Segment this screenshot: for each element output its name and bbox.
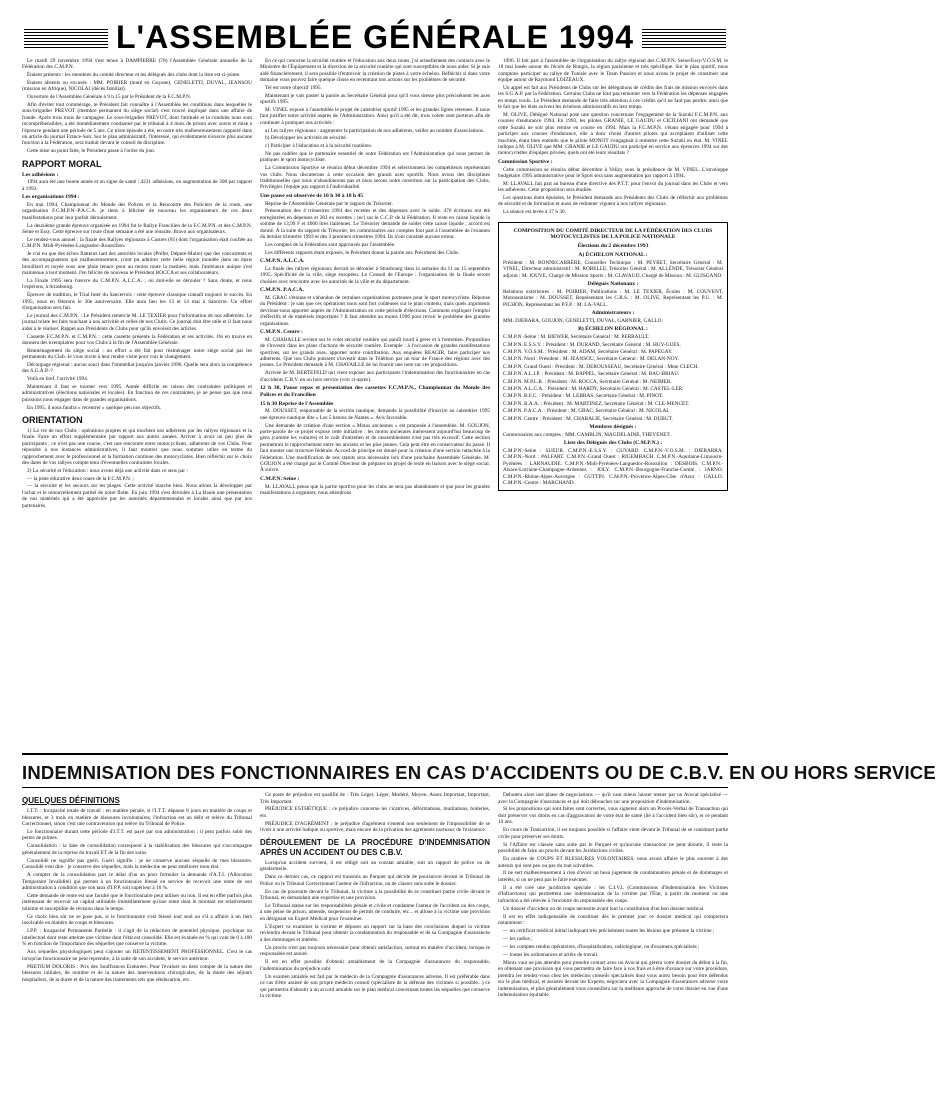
sub-heading: B) ÉCHELON RÉGIONAL : (578, 326, 648, 333)
sub-heading: 15 h 30 Reprise de l'Assemblée (260, 400, 334, 407)
paragraph: Étaient présents : les membres du comité directeur et les délégués des clubs dont la liste est ci-jointe. (27, 72, 241, 79)
paragraph: Mieux vaut ne pas attendre pour prendre contact avec un Avocat qui gérera votre dossier du début à la fin, en obtenant une provision qui vous permettra de faire face à vos frais et à être d'avance sur votre procédure, prendra les rendez-vous chez les médecins conseils spécialisés dont vous aurez besoin pour être défendus sur le plan médical, et assistés devant les Experts, négociera avec la Compagnie d'assurances adverse votre indemnisation, et plus généralement vous conseillera sur la meilleure approche de votre dossier en vue d'une indemnisation équitable. (498, 959, 728, 999)
sub-heading: 12 h 30, Pause repas et présentation des cassettes F.C.M.P.N., Championnat du Monde des Polices et du Francilien (260, 384, 490, 398)
indemnisation-title-rule (22, 787, 728, 788)
paragraph: M. LLAVALL fait part au bureau d'une directive des P.T.T. pour l'envoi du journal dans les Clubs et vers les adhérents. Cette proposition sera étudiée. (498, 180, 728, 194)
paragraph: Découpage régional : aucun souci dans l'immédiat jusqu'en janvier 1996. Quelle sera alors la compétence des S.G.A.P.-? (22, 361, 252, 375)
paragraph: — un certificat médical initial indiquant très précisément toutes les lésions que présente la victime ; (503, 928, 715, 935)
paragraph: La Commission Sportive se réunira début décembre 1994 et sélectionnera les compétiteurs représentant vos clubs. Nous discuterons à cette occasion des grands axes sportifs. Nous avons des disciplines traditionnelles que nous n'abandonnons pas et nous serons notre ouverture sur la participation des Clubs. Privilégier l'équipe par rapport à l'individualité. (260, 165, 490, 191)
page-title: L'ASSEMBLÉE GÉNÉRALE 1994 (108, 19, 642, 55)
paragraph: Le journal des C.M.P.N. : Le Président remercie M. LE TEXIER pour l'information de nos adhérents. Le journal relate les faits touchant à nos activités et celles de nos Clubs. Ce journal doit être utile et il faut nous aider à le réaliser. Rappel aux Présidents de Clubs pour qu'ils envoient des articles. (22, 312, 252, 332)
paragraph: C.M.P.N. E.S.S.Y. : Président : M. DURAND, Secrétaire Général : M. HUY-GUES. (503, 341, 681, 348)
paragraph: Réaménagement du siège social : un effort a été fait pour réaménager notre siège social par les permanents du Club. Je vous invite à leur rendre visite pour voir le changement. (22, 347, 252, 361)
paragraph: C.M.P.N. V.O.S.M. : Président : M. ADAM, Secrétaire Général : M. PAPEGAY. (503, 348, 673, 355)
paragraph: C.M.P.N. Centre : Président : M. CHABALIE, Secrétaire Général : M. DUBUT. (503, 415, 673, 422)
sub-heading: Une pause est observée de 10 h 30 à 10 h 45 (260, 192, 364, 199)
indemnisation-col-2 (260, 792, 490, 1087)
sub-heading: Les organisations 1994 : (22, 194, 80, 201)
paragraph: Un appel est fait aux Présidents de Clubs sur les délégations de crédits des frais de mission envoyés dans les S.G.A.P. par la Fédération. Certains Clubs ne font pas remonter vers la Fédération les dépenses engagées en temps voulu. Le Président demande de faire très attention à ces crédits qu'il ne faut pas perdre, ainsi que le fait que les états suivent les échelons administratifs en leur temps. (498, 85, 728, 111)
paragraph: Relations extérieures : M. POIRIER, Publications : M. LE TEXIER, Écoles : M. COUVENT, Motonautisme : M. DOUSSET, Représentant les C.R.S. : M. OLIVE, Représentant les P.U. : M. PICHON, Représentant les P.F.P. : M. LA-VALL. (503, 288, 723, 308)
paragraph: Un examen amiable est fait par le médecin de la Compagnie d'assurances adverse. Il est préférable dans ce cas d'être assisté de son propre médecin conseil (spécialiste de la défense des victimes si possible...) ce qui permettra d'aboutir à un accord amiable sur le plan médical concernant toutes les séquelles que conserve la victime. (260, 973, 490, 1000)
paragraph: Commissaires aux comptes : MM. CAMBLIN, MAGDELAINE, THEVENET. (503, 431, 671, 438)
paragraph: 2) La sécurité et l'éducation : nous avons déjà une activité dans ce sens par : (27, 467, 188, 474)
paragraph: Le fonctionnaire durant cette période d'I.T.T. est payé par son administration ; il peut parfois subir des pertes de primes. (22, 828, 252, 842)
sub-heading: A) ÉCHELON NATIONAL : (578, 252, 648, 259)
assembly-article (22, 58, 728, 748)
paragraph: C.M.P.N. A.L.C.A. : Président : M. HARDY, Secrétaire Général : M. CASTEL-LER. (503, 385, 684, 392)
paragraph: Le mardi 29 novembre 1994 s'est tenue à DAMPIERRE (78) l'Assemblée Générale annuelle de la Fédération des C.M.P.N. (22, 58, 252, 71)
indemnisation-col-1 (22, 792, 252, 1087)
sub-heading: Commission Sportive : (498, 158, 553, 165)
paragraph: Les comptes de la Fédération sont approuvés par l'assemblée. (265, 241, 396, 248)
paragraph: Ne pas oublier que le partenaire essentiel de notre Fédération est l'Administration qui nous permet de pratiquer le sport motocycliste. (260, 151, 490, 164)
paragraph: C.M.P.N. R.A.A. : Président : M. MARTINEZ, Secrétaire Général : M. CLE-MENCET. (503, 400, 690, 407)
paragraph: PRÉJUDICE D'AGRÉMENT : le préjudice d'agrément s'entend non seulement de l'impossibilité de se livrer à une activité ludique ou sportive, mais encore de la privation des agréments normaux de l'existence. (260, 820, 490, 834)
paragraph: Dans ce dernier cas, ce rapport est transmis au Parquet qui décide de poursuivre devant le Tribunal de Police ou le Tribunal Correctionnel l'auteur de l'infraction, ou de classer sans suite le dossier. (260, 874, 490, 887)
paragraph: Reprise de l'Assemblée Générale par le rapport du Trésorier. (265, 200, 393, 207)
paragraph: La Finale 1995 sera l'œuvre du C.M.P.N. A.L.C.A. ; où doit-elle se dérouler ? Sans doute, et nous l'espérons, à Strasbourg. (22, 278, 252, 291)
sub-heading: C.M.P.N. Centre : (260, 328, 303, 335)
paragraph: C.M.P.N.-Seine : M. BIEWER, Secrétaire Général : M. PERRAULT. (503, 334, 650, 341)
sub-heading: Administrateurs : (591, 310, 635, 317)
committee-box-list (503, 252, 723, 486)
paragraph: I.P.P. : Incapacité Permanente Partielle : il s'agit de la réduction de potentiel physique, psychique ou intellectuel dont reste atteinte une victime dont l'état est consolidé. Elle est évaluée en % qui vont de 0 à 100 % en fonction de l'importance des séquelles que conserve la victime. (22, 928, 252, 948)
paragraph: C.M.P.N. Nord : Président : M. JEANSOU, Secrétaire Général : M. DELAN-NOY. (503, 356, 680, 363)
paragraph: En 1995, il nous faudra « recentrer » quelque peu nos objectifs. (27, 404, 162, 411)
paragraph: C.M.P.N.-Seine : SUEUR. C.M.P.N.-E.S.S.Y. : GUYARD. C.M.P.N.-V.O.S.M. : DJEBARRA. C.M.P.N.-Nord : PALFART. C.M.P.N.-Grand Ouest : RIGEMBACH. C.M.P.N.-Aquitaine-Limousin-Pyrénées : LARNAUDIE. C.M.P.N.-Midi-Pyrénées-Languedoc-Roussillon : DESBOIS. C.M.P.N.-Alsace-Lorraine-Champagne-Ardennes : JOLY. C.M.P.N.-Bourgogne-Franche-Comté : JARNO. C.M.P.N.-Rhône-Alpes-Auvergne : GUTTIN. C.M.P.N.-Provence-Alpes-Côte d'Azur : GALLO. C.M.P.N.-Centre : MARCHAND. (503, 447, 723, 487)
committee-box-subtitle: Élections du 2 décembre 1993 (577, 243, 649, 250)
paragraph: Si les propositions qui sont faites sont correctes, vous signerez alors un Procès-Verbal de Transaction qui doit préserver vos droits en cas d'aggravation de votre état de santé (lié à l'accident bien sûr), et ce pendant 10 ans. (498, 806, 728, 826)
sub-heading: Membres désignés : (589, 423, 637, 430)
paragraph: Les questions étant épuisées, le Président demande aux Présidents des Clubs de réfléchir aux problèmes de sécurité et de formation et aussi de redonner vigueur à nos rallyes régionaux. (498, 195, 728, 208)
sub-heading: C.M.P.N. P.A.C.A. (260, 287, 304, 294)
section-heading: RAPPORT MORAL (22, 158, 102, 169)
paragraph: — toutes les ordonnances et arrêts de travail. (503, 951, 599, 958)
paragraph: Il est en effet possible d'obtenir amiablement de la Compagnie d'assurances du responsable, l'indemnisation du préjudice subi. (260, 959, 490, 972)
paragraph: M. CHABALLE revient sur le volet sécurité routière qui paraît lourd à gérer et à l'entretien. Proposition de s'investir dans les plans d'actions de sécurité routière. Exemple : à l'occasion de grandes manifestations sportives, sur les grands axes, apporter notre contribution. Aux enquêtes REAGIR, faire participer nos adhérents. Que nos Clubs puissent s'investir dans le Téléthon par un tour de France des régions avec des jeunes. Le Président demande à M. CHAVAILLE de lui fournir une note sur ces propositions. (260, 336, 490, 369)
assembly-col-1 (22, 58, 252, 748)
paragraph: b) Développer les activités de sécurité. (265, 135, 348, 142)
committee-box (498, 222, 728, 492)
paragraph: Voilà en bref, l'activité 1994. (27, 376, 89, 383)
paragraph: M. DOUSSET, responsable de la section nautique, demande la possibilité d'inscrire au calendrier 1995 une épreuve nautique dite « Les 5 heures de Nantes ». Avis favorable. (260, 408, 490, 421)
sub-heading: C.M.P.N. Seine : (260, 475, 300, 482)
paragraph: MM. DJEBARA, GOUJON, GENELETTI, DUVAL, GARNIER, GALLO. (503, 317, 663, 324)
paragraph: Présentation des 4 trimestres 1994 des recettes et des dépenses avec le solde. 476 écritures ont été enregistrées en dépenses et 283 en recettes ; ceci sur le C.C.P. de la Fédération. Il reste en caisse liquide la somme de 13,99 F et 4000 lires italiennes. Le Trésorier demande de solder cette caisse liquide ; accord est donné. À la suite du rapport du Trésorier, les commissaires aux comptes font part à l'assemblée de l'examen du dernier trimestre 1993 et des 3 premiers trimestres 1994. Ils n'ont constaté aucune erreur. (260, 208, 490, 241)
paragraph: — les radios ; (503, 935, 533, 942)
paragraph: PRÉJUDICE ESTHÉTIQUE : ce préjudice concerne les cicatrices, déformations, mutilations, boiteries, etc. (260, 806, 490, 819)
paragraph: Lorsqu'un accident survient, il est rédigé soit un constat amiable, soit un rapport de police ou de gendarmerie. (260, 859, 490, 873)
paragraph: En ce qui concerne la sécurité routière et l'éducation aux deux roues, j'ai actuellement des contacts avec le Ministère de l'Équipement et la direction de la sécurité routière qui sont susceptibles de nous aider. Si je suis aidé financièrement, il sera possible d'entrevoir la création de pistes à votre échelon. Réfléchir si dans votre domaine vous pouvez faire quelque chose en recentrant nos actions sur les problèmes de sécurité. (260, 58, 490, 84)
paragraph: Debutera alors une phase de negociations — qu'il vaut mieux laisser mener par un Avocat spécialisé — avec la Compagnie d'assurances et qui doit déboucher sur une proposition d'indemnisation. (498, 792, 728, 805)
section-heading: DÉROULEMENT DE LA PROCÉDURE D'INDEMNISATION APRÈS UN ACCIDENT OU DES C.B.V. (260, 837, 490, 857)
paragraph: Cette mise au point faite, le Président passe à l'ordre du jour. (27, 148, 156, 155)
paragraph: Maintenant il faut se tourner vers 1995. Année difficile en raison des contraintes politiques et administratives (élections nationales et locales). En fonction de ces contraintes, je ne pense pas que nous puissions nous engager dans de grandes organisations. (22, 383, 252, 403)
paragraph: L'Expert va examiner la victime et déposer un rapport sur la base des conclusions duquel la victime reviendra devant le Tribunal pour obtenir la condamnation du responsable et de sa Compagnie d'assurances à des dommages et intérêts. (260, 923, 490, 943)
paragraph: — la sécurité et les secours sur les plages. Cette activité marche bien. Nous allons la développer par l'achat et le renouvellement partiel de notre flotte. En juin 1994 s'est déroulée à La Baule une présentation de nos matériels qui a été appréciée par les autorités départementales et locales ainsi que par nos partenaires. (22, 483, 252, 509)
assembly-col-3 (498, 58, 728, 748)
paragraph: Maintenant je vais passer la parole au Secrétaire Général pour qu'il vous dresse plus précisément les axes sportifs 1995. (260, 92, 490, 106)
paragraph: I.T.T. : Incapacité totale de travail : en matière pénale, si l'I.T.T. dépasse 8 jours en matière de coups et blessures, et 3 mois en matière de blessures involontaires, l'infraction est un délit et relève du Tribunal Correctionnel, sinon c'est une contravention qui relève du Tribunal de Police. (22, 808, 252, 827)
paragraph: Aux séquelles physiologiques peut s'ajouter un RETENTISSEMENT PROFESSIONNEL. C'est le cas lorsqu'un fonctionnaire ne peut reprendre, à la suite de son accident, le service antérieur. (22, 949, 252, 962)
paragraph: Cassette F.C.M.P.N. et C.M.P.N. : cette cassette présente la Fédération et ses activités. On en trouve en donnera des exemplaires pour vos Clubs à la fin de l'Assemblée Générale. (22, 333, 252, 346)
paragraph: C.M.P.N. Grand Ouest : Président : M. DEROUSSEAU, Secrétaire Général : Mme CLECH. (503, 363, 699, 370)
committee-box-title: COMPOSITION DU COMITÉ DIRECTEUR DE LA FÉDÉRATION DES CLUBS MOTOCYCLISTES DE LA POLICE NATIONALE (513, 227, 713, 241)
paragraph: C.M.P.N. B.F.C. : Président : M. LEBRAS, Secrétaire Général : M. PINOT. (503, 393, 664, 400)
paragraph: Arrivée de M. BERTEFELD qui vient exposer aux participants l'indemnisation des fonctionnaires en cas d'accidents C.B.V. en ou hors service (voir ci-après). (260, 370, 490, 383)
paragraph: — la piste éducative deux roues de la F.C.M.P.N. ; (27, 475, 134, 482)
paragraph: — les comptes rendus opératoires, d'hospitalisation, radiologique, ou d'examens spécialisés ; (503, 943, 700, 950)
section-heading: ORIENTATION (22, 414, 83, 425)
paragraph: Ce choix bien sûr ne se pose pas, si le fonctionnaire s'est blessé tout seul ou s'il a affaire à un tiers insolvable en matière de coups et blessures. (22, 913, 252, 927)
paragraph: La finale des rallyes régionaux devrait se dérouler à Strasbourg dans la semaine du 11 au 15 septembre 1995. Spécificité de la ville, siège européen. Le Conseil de l'Europe : l'organisation de la finale seront choisies avec rencontre avec les autorités de la ville et du département. (260, 265, 490, 285)
paragraph: C.M.P.N. A.L.I.P. : Président : M. BAPPEL, Secrétaire Général : M. BAU-BRIAU. (503, 371, 680, 378)
paragraph: C.M.P.N. M.P.L.R. : Président : M. ROCCA, Secrétaire Général : M. NEIMER. (503, 378, 672, 385)
paragraph: Étaient absents ou excusés : MM. POIRIER (muté en Guyane), GENELETTI, DUVAL, JEANSOU (mission en Afrique), NICOLAI (décès familial). (22, 80, 252, 93)
paragraph: Président : M. BONNECARRÈRE, Conseiller Technique : M. PEYRET, Secrétaire Général : M. VINEL, Directeur administratif : M. ROBELLE, Trésorier Général : M. ALLÈNDE, Trésorier Général adjoint : M. JOUVE, Chargé de Mission Sports : M. CLAVAUD, Chargé de Mission : M. GUISGAND. (503, 259, 723, 279)
sub-heading: Les adhésions : (22, 171, 59, 178)
paragraph: Cette demande de rente est une faculté que le fonctionnaire peut utiliser ou non. Il est en effet parfois plus intéressant de recevoir un capital utilisable immédiatement qu'une rente dont le montant est relativement minime et susceptible de révision dans le temps. (22, 892, 252, 912)
paragraph: Ce poste de préjudice est qualifié de : Très Léger, Léger, Modéré, Moyen, Assez Important, Important, Très Important. (260, 792, 490, 805)
paragraph: Tel est notre objectif 1995. (265, 85, 322, 92)
paragraph: Un dossier d'accident ou de coups nécessite avant tout la constitution d'un bon dossier médical. (503, 905, 705, 912)
paragraph: M. OLIVE, Délégué National pose une question concernant l'engagement de la Suzuki F.C.M.P.N. aux courses d'endurance 1994. En 1993, les pilotes GRANIE, LE GAUDU et CICILIANI ont demandé que cette Suzuki ne soit plus remise en course en 1994. Mais la F.C.M.P.N. s'étant engagée pour 1994 à participer aux courses d'endurance, elle a donc choisi d'autres pilotes qui acceptaient d'utiliser cette machine, étant bien entendu que le pilote MONOT s'engageait à remettre cette Suzuki en état. M. VINEL indique à M. OLIVE que MM. GRANIE et LE GAUDU ont participé en service aux épreuves 1994 sur des motocyclettes d'équipes privées, quels ont été leurs résultats ? (498, 112, 728, 157)
paragraph: Si l'Affaire est classée sans suite par le Parquet et qu'aucune transaction ne peut aboutir, il reste la possibilité de faire un procès devant les Juridictions civiles. (498, 841, 728, 855)
paragraph: Afin d'éviter tout commérage, le Président fait connaître à l'Assemblée les conditions dans lesquelles le sous-brigadier PREVOT (membre permanent du siège social) s'est trouvé impliqué dans une affaire de fraude. Après trois mois de campagne. Le sous-brigadier PREVOT, dont l'attitude et la conduite nous sont incompréhensibles, a été immédiatement condamné par le tribunal à 4 mois de prison avec sursis et mise à l'épreuve pendant une période de 5 ans. Ce triste épisode a été, en outre très malheureusement rapporté dans un article du journal France-Soir. Sur le plan administratif, l'intéressé, qui évidemment n'exerce plus aucune fonction à la Fédération, sera traduit devant le conseil de discipline. (22, 102, 252, 147)
paragraph: 1) La vie de nos Clubs : opérations propres et qui touchent nos adhérents par les rallyes régionaux et la finale. Faire un effort supplémentaire par rapport aux autres années. Arriver à avoir un peu plus de participants ; ce n'est pas une course, c'est une rencontre entre motocyclistes, adhérents de vos Clubs. Pour répondre à nos instances administratives, il faut montrer que nous sommes utiles en terme du rapprochement avec le professionnel et la formation continue des motocyclistes. Bien réfléchir sur le choix des dates de vos rallyes compte tenu d'éventuelles contraintes locales. (22, 427, 252, 466)
paragraph: Je n'ai eu que des échos flatteurs tant des autorités locales (Préfet, Député-Maire) que des concurrents et des accompagnateurs qui malheureusement, n'ont pu admirer cette belle région inondée dans un épais brouillard et noyée sous une pluie tenace pour au moins toute la matinée, mais l'ambiance unique s'est maintenue à tout moment. J'en félicite de nouveau le Président ROCCA et ses collaborateurs. (22, 251, 252, 277)
paragraph: 1994 aura été une bonne année et un signe de santé : 4231 adhésions, en augmentation de 300 par rapport à 1993. (22, 179, 252, 192)
paragraph: C.M.P.N. P.A.C.A. : Président : M. GRAC, Secrétaire Général : M. NICOLAI. (503, 408, 670, 415)
paragraph: En mai 1994, Championnat du Monde des Polices et la Rencontre des Policiers de la route, une organisation F.C.M.P.N.-P.A.C.A. je tiens à féliciter de nouveau les organisateurs de ces deux manifestations pour leur parfait déroulement. (22, 202, 252, 221)
article-divider (22, 753, 728, 755)
paragraph: Ouverture de l'Assemblée Générale à 9 h 15 par le Président de la F.C.M.P.N. (27, 94, 192, 101)
paragraph: Les différents rapports étant exposés, le Président donne la parole aux Présidents des Clubs. (265, 249, 460, 256)
paragraph: Il a été créé une juridiction spéciale : les C.I.V.I. (Commissions d'Indemnisation des Victimes d'Infractions) qui permettent une indemnisation de la victime par l'État, à partir du moment ou une infraction a été relevée à l'encontre du responsable des coups. (498, 884, 728, 904)
sub-heading: Liste des Délégués des Clubs (C.M.P.N.) : (563, 440, 663, 447)
paragraph: En cas de poursuite devant le Tribunal, la victime a la possibilité de se constituer partie civile devant le Tribunal, en demandant une expertise et une provision. (260, 888, 490, 902)
paragraph: Il est en effet indispensable de constituer dès le premier jour ce dossier médical qui comportera notamment : (498, 913, 728, 927)
paragraph: Consolidation : la date de consolidation correspond à la stabilisation des blessures qui s'accompagne généralement de la reprise du travail ET de la fin des soins. (22, 843, 252, 856)
paragraph: En cours de Transaction, il est toujours possible si l'affaire vient devant le Tribunal de se constituer partie civile pour préserver ses droits. (498, 827, 728, 840)
indemnisation-article (22, 792, 728, 1087)
paragraph: Une demande de création d'une section « Motos anciennes » est proposée à l'assemblée. M. GOUJON, porte-parole de ce projet expose cette initiative : les motos anciennes intéressent aujourd'hui beaucoup de gens (comme les voitures) et le coût d'entretien et de rassemblement n'est pas très excessif. Cette section permettrait le rapprochement entre les anciens et les plus jeunes. Cela peut être en conservateur du passé. Il faut monter une structure fédérale. Accord de principe est donné pour la création d'une section rattachée à la Fédération. Une modification de nos statuts sera nécessaire lors d'une prochaine Assemblée Générale. M. GOUJON a été chargé par le Comité Directeur de préparer un projet de texte en liaison avec le siège social. À suivre. (260, 422, 490, 474)
paragraph: Il ne sert malheureusement à rien d'avoir un beau jugement de condamnation pénale et de dommages et intérêts, si on ne peut pas le faire exécuter. (498, 870, 728, 883)
paragraph: Cette commission se réunira début décembre à Velizy sous la présidence de M. VINEL. L'enveloppe budgétaire 1995 administrative pour le Sport sera sans augmentation par rapport à 1994. (498, 166, 728, 180)
paragraph: M. LLAVALL pense que la partie sportive pour les clubs ne sera pas abandonnée et que pour les grandes manifestations à organiser, nous attendrons (260, 483, 490, 496)
paragraph: 1996. Il fait part à l'assemblée de l'organisation du rallye régional des C.M.P.N. Seine/Essy/V.O.S.M. le 18 mai basée autour de l'école de Rungis, la région parisienne et très spécifique. Sur le plan sportif, nous comptons participer au rallye de Tunisie avec le Team Passion et nous avons le projet de constituer une équipe autour de Raymond LOIZEAUX. (498, 58, 728, 84)
paragraph: Le rendez-vous annuel : la finale des Rallyes régionaux à Castres (81) dont l'organisation était confiée au C.M.P.N. Midi-Pyrénées-Languedoc-Roussillon. (22, 236, 252, 250)
page-title-wrap (0, 18, 750, 56)
paragraph: a) Les rallyes régionaux : augmenter la participation de nos adhérents, veiller au nombre d'associations. (265, 127, 485, 134)
paragraph: Le Tribunal statue sur les responsabilités pénale et civile et condamne l'auteur de l'accident ou des coups, à une peine de prison, amende, suspension de permis de conduire, etc... et alloue à la victime une provision en désignant un Expert Médical pour l'examiner. (260, 902, 490, 922)
indemnisation-col-3 (498, 792, 728, 1087)
paragraph: A compter de la consolidation part le délai d'un an pour formuler la demande d'A.T.I. (Allocation Temporaire Invalidité) qui permet à un fonctionnaire blessé en service de recevoir une rente de son administration à condition que son taux d'I.P.P. soit supérieur à 10 %. (22, 872, 252, 892)
paragraph: Consolidé ne signifie pas guéri. Guéri signifie : je ne conserve aucune séquelle de mes blessures. Consolidé veut dire : je conserve des séquelles, mais la médecine ne peut améliorer mon état. (22, 857, 252, 871)
paragraph: La deuxième grande épreuve organisée en 1994 fut le Rallye Francilien de la F.C.M.P.N. et des C.M.P.N. Seine et Essy. Cette épreuve sur route d'une semaine a été une réussite. Bravo aux organisateurs. (22, 222, 252, 236)
paragraph: c) Participer à l'éducation et à la sécurité routières. (265, 143, 372, 150)
sub-heading: C.M.P.N. A.L.C.A. (260, 258, 305, 265)
paragraph: PRETIUM DOLORIS : Prix des Souffrances Endurées. Pour l'évaluer on tient compte de la nature des blessures initiales, de nombre et de la nature des interventions chirurgicales, de la durée des séjours hospitaliers, de la durée et de la nature des traitements tels que rééducation, etc. (22, 963, 252, 983)
assembly-col-2 (260, 58, 490, 748)
assembly-col-3-text (498, 58, 728, 216)
indemnisation-title: INDEMNISATION DES FONCTIONNAIRES EN CAS D'ACCIDENTS OU DE C.B.V. EN OU HORS SERVICE (22, 762, 936, 783)
paragraph: M. VINEL expose à l'assemblée le projet de calendrier sportif 1995 et les grandes lignes retenues. Il nous faut justifier notre activité auprès de l'Administration. Ainsi qu'il a été dit, trois volets sont porteurs afin de continuer à pratiquer nos activités : (260, 107, 490, 126)
section-heading: QUELQUES DÉFINITIONS (22, 796, 120, 805)
paragraph: La séance est levée à 17 h 30. (503, 209, 566, 216)
paragraph: Épreuve de tradition, le Trial Inter du Sancerrois : cette épreuve classique connaît toujours le succès. En 1995, nous en fêterons le 30e anniversaire. Elle aura lieu les 13 et 14 mai à Sancerre. Un effort d'organisation sera fait. (22, 292, 252, 312)
paragraph: En matière de COUPS ET BLESSURES VOLONTAIRES, nous avons affaire le plus souvent à des auteurs qui sont peu ou pas du tout solvables. (498, 856, 728, 869)
sub-heading: Délégués Nationaux : (587, 281, 639, 288)
paragraph: Un procès n'est pas toujours nécessaire pour obtenir satisfaction, surtout en matière d'accident, lorsque le responsable est assuré. (260, 944, 490, 958)
paragraph: M. GRAC s'étonne et s'abandon de certaines organisations porteuses pour le sport motocycliste. Réponse du Président : je sais que ces opérations nous sont fort coûteuses sur le plan contenu, mais quels arguments devrions-nous apporter auprès de l'Administration en cette période d'élections. Comment expliquer l'emploi d'effectifs et de matériels importants ? Il faut attendre au moins 1996 pour revoir le problème des grandes organisations. (260, 294, 490, 327)
